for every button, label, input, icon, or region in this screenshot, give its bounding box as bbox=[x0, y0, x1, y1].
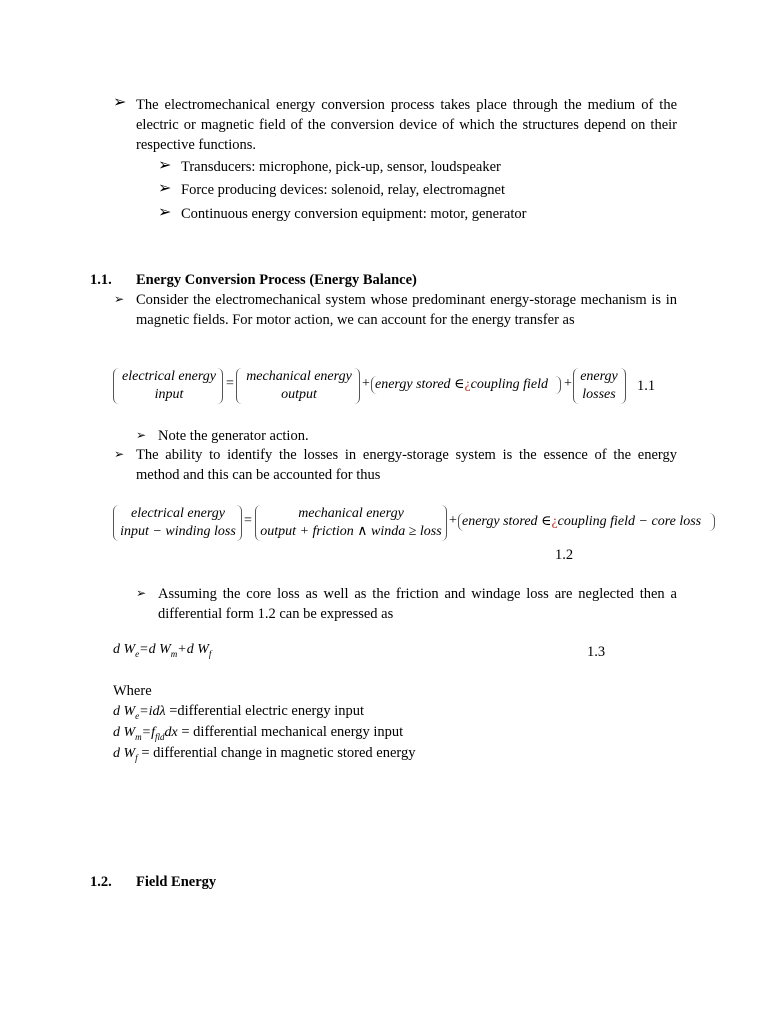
definition-row: d $W_e=id\lambda$ =differential electric energy input bbox=[113, 703, 365, 721]
paren-right bbox=[709, 513, 715, 531]
eq-term: electrical energy input − winding loss bbox=[120, 506, 236, 539]
bullet-arrow-icon: ➢ bbox=[114, 447, 125, 461]
eq-term: mechanical energy output + friction ∧ winda ≥ loss bbox=[260, 506, 442, 539]
equation-1-3: d $W_e=d$ $W_m+d$ $W_f$ bbox=[113, 642, 212, 659]
paren-right bbox=[620, 368, 626, 404]
where-label: Where bbox=[113, 683, 152, 699]
intro-paragraph: The electromechanical energy conversion process takes place through the medium of the electric or magnetic field of the conversion device of which the structures depend on their respective functions. bbox=[136, 97, 677, 153]
section-number: 1.1. bbox=[90, 272, 112, 288]
bullet-arrow-icon: ➢ bbox=[114, 292, 125, 306]
eq-term: electrical energy input bbox=[122, 369, 216, 402]
definition-row: d $W_m=f_{fld}dx$ = differential mechanical energy input bbox=[113, 724, 404, 742]
eq-term: energy stored ∈¿coupling field − core loss bbox=[462, 514, 702, 529]
definition-row: d $W_f$ = differential change in magnetic stored energy bbox=[113, 745, 416, 763]
section-title: Energy Conversion Process (Energy Balance) bbox=[136, 272, 417, 288]
sub-bullet-item: Transducers: microphone, pick-up, sensor, loudspeaker bbox=[181, 159, 501, 175]
bullet-arrow-icon: ➢ bbox=[158, 178, 172, 197]
equation-number: 1.1 bbox=[637, 378, 656, 394]
eq-term: mechanical energy output bbox=[246, 369, 352, 402]
section-title: Field Energy bbox=[136, 874, 217, 890]
bullet-arrow-icon: ➢ bbox=[113, 92, 127, 111]
paren-right bbox=[236, 505, 242, 541]
plus-sign: + bbox=[449, 513, 457, 528]
section-paragraph: Assuming the core loss as well as the friction and windage loss are neglected then a differential form 1.2 can be expressed as bbox=[158, 586, 677, 622]
bullet-arrow-icon: ➢ bbox=[136, 428, 147, 442]
equation-number: 1.3 bbox=[587, 644, 606, 660]
bullet-arrow-icon: ➢ bbox=[136, 586, 147, 600]
paren-right bbox=[354, 368, 360, 404]
paren-right bbox=[441, 505, 447, 541]
sub-bullet-item: Force producing devices: solenoid, relay, electromagnet bbox=[181, 182, 505, 198]
section-number: 1.2. bbox=[90, 874, 112, 890]
eq-term: energy losses bbox=[580, 369, 618, 402]
paren-right bbox=[555, 376, 561, 394]
plus-sign: + bbox=[564, 376, 572, 391]
eq-sign: = bbox=[244, 513, 252, 528]
note-text: Note the generator action. bbox=[158, 428, 309, 444]
section-paragraph: Consider the electromechanical system whose predominant energy-storage mechanism is in magnetic fields. For motor action, we can account for the energy transfer as bbox=[136, 292, 677, 328]
section-paragraph: The ability to identify the losses in energy-storage system is the essence of the energy method and this can be accounted for thus bbox=[136, 447, 677, 483]
bullet-arrow-icon: ➢ bbox=[158, 155, 172, 174]
paren-right bbox=[217, 368, 223, 404]
sub-bullet-item: Continuous energy conversion equipment: motor, generator bbox=[181, 206, 527, 222]
equation-number: 1.2 bbox=[555, 547, 574, 563]
plus-sign: + bbox=[362, 376, 370, 391]
eq-term: energy stored ∈¿coupling field bbox=[375, 377, 549, 392]
bullet-arrow-icon: ➢ bbox=[158, 202, 172, 221]
eq-sign: = bbox=[226, 376, 234, 391]
